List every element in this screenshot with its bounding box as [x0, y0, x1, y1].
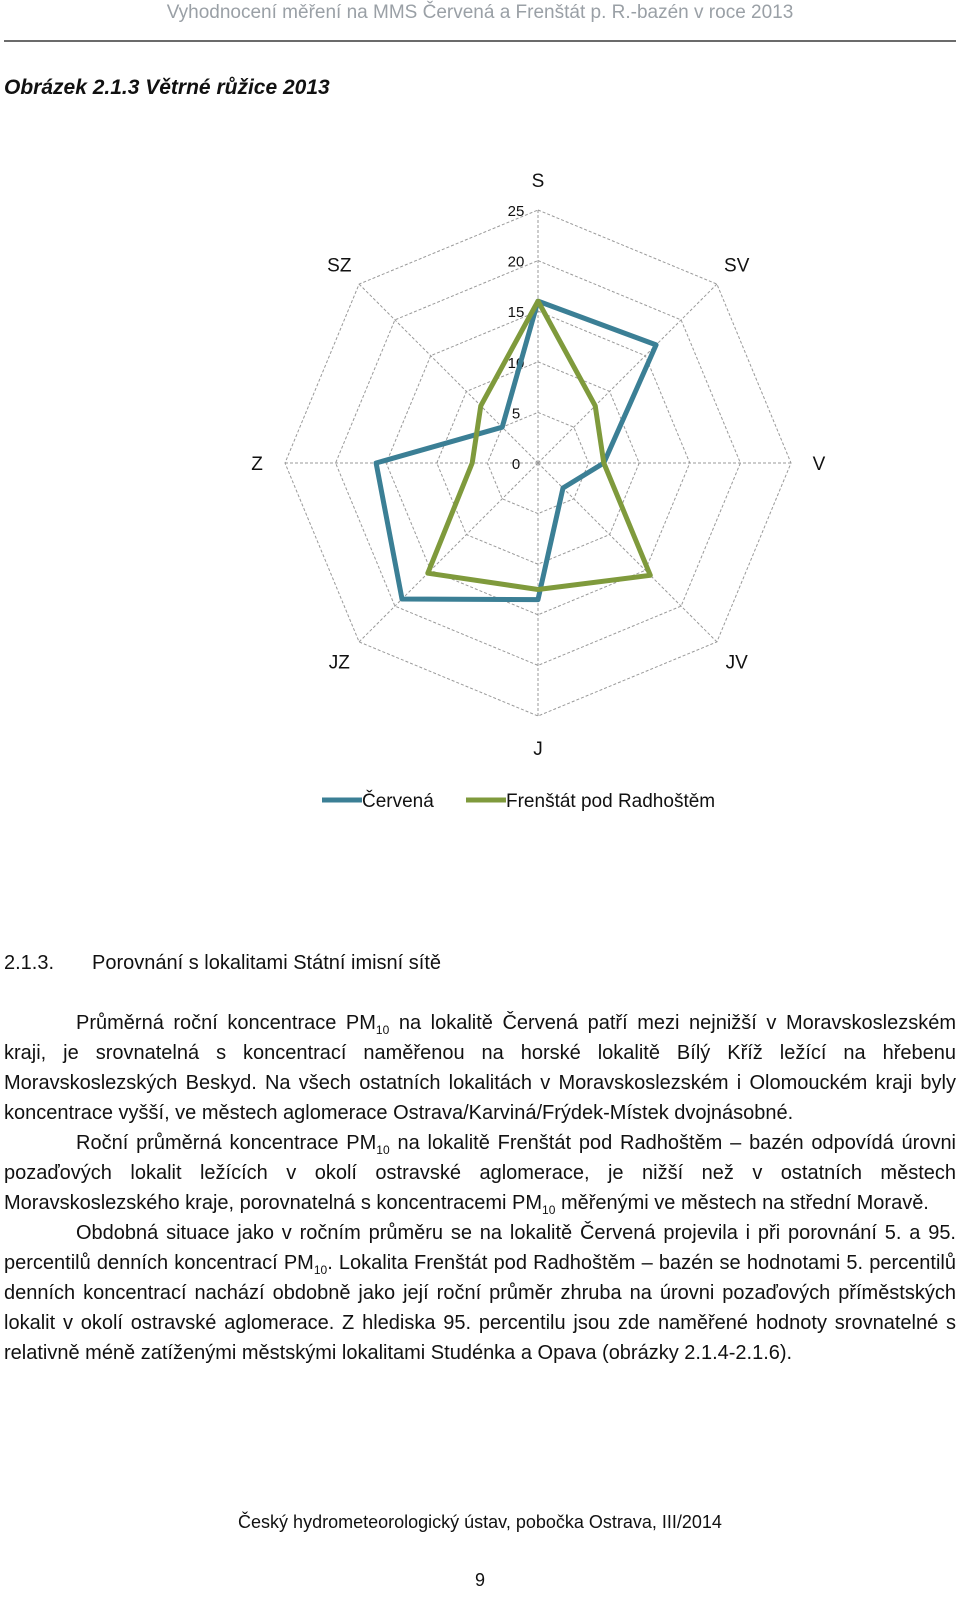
page-number: 9 [474, 1570, 485, 1590]
direction-label-JV: JV [725, 652, 748, 674]
direction-label-SZ: SZ [327, 255, 352, 277]
section-title: Porovnání s lokalitami Státní imisní sítě [92, 952, 442, 974]
section-heading [4, 952, 441, 975]
r-tick-label-5: 5 [511, 405, 521, 423]
paragraph-1: Průměrná roční koncentrace $PM_{10}$ na lokalitě Červená patří mezi nejnižší v Moravskoslezském kraji, je srovnatelná s koncentrací naměřenou na horské lokalitě Bílý Kříž ležící na hřebenu Moravskoslezských Beskyd. Na všech ostatních lokalitách v Moravskoslezském i Olomouckém kraji byly koncentrace vyšší, ve městech aglomerace Ostrava/Karviná/Frýdek-Místek dvojnásobné. [4, 1012, 956, 1124]
direction-label-S: S [531, 171, 545, 192]
direction-label-JZ: JZ [328, 652, 350, 674]
legend-label-2: Frenštát pod Radhoštěm [506, 791, 716, 812]
legend-label-1: Červená [362, 791, 434, 812]
r-tick-label-0: 0 [511, 456, 521, 473]
paragraph-3: Obdobná situace jako v ročním průměru se na lokalitě Červená projevila i při porovnání 5. a 95. percentilů denních koncentrací $PM_{10}$. Lokalita Frenštát pod Radhoštěm – bazén se hodnotami 5. percentilů denních koncentrací nachází obdobně jako její roční průměr zhruba na úrovni pozaďových příměstských lokalit v okolí ostravské aglomerace. Z hlediska 95. percentilu jsou zde naměřené hodnoty srovnatelné s relativně méně zatíženými městskými lokalitami Studénka a Opava (obrázky 2.1.4-2.1.6). [4, 1222, 956, 1364]
direction-label-J: J [533, 739, 543, 760]
spoke-JZ [359, 463, 538, 642]
section-number: 2.1.3. [4, 952, 55, 974]
paragraph-2: Roční průměrná koncentrace $PM_{10}$ na lokalitě Frenštát pod Radhoštěm – bazén odpovídá úrovni pozaďových lokalit ležících v okolí ostravské aglomerace, je nižší než v ostatních městech Moravskoslezského kraje, porovnatelná s koncentracemi $PM_{10}$ měřenými ve městech na střední Moravě. [4, 1132, 957, 1217]
direction-label-Z: Z [251, 454, 263, 475]
direction-label-V: V [812, 454, 826, 475]
r-tick-label-25: 25 [507, 203, 525, 220]
r-tick-label-20: 20 [507, 253, 525, 271]
direction-label-SV: SV [724, 255, 750, 277]
r-tick-label-15: 15 [507, 304, 525, 322]
running-header: Vyhodnocení měření na MMS Červená a Frenštát p. R.-bazén v roce 2013 [166, 2, 794, 23]
r-tick-label-10: 10 [507, 354, 525, 372]
footer-institution: Český hydrometeorologický ústav, pobočka Ostrava, III/2014 [238, 1512, 722, 1532]
body-text [4, 1008, 956, 1368]
figure-caption: Obrázek 2.1.3 Větrné růžice 2013 [4, 76, 330, 99]
